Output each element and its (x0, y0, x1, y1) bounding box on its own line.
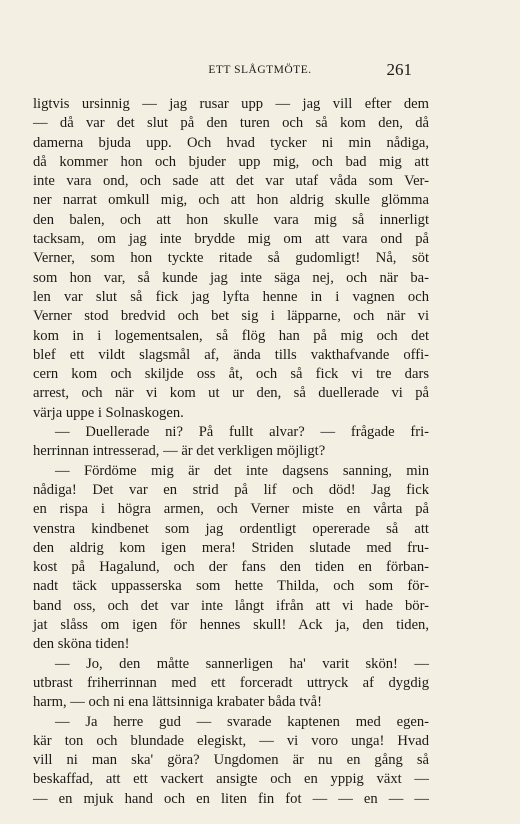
text-line: Verner stod bredvid och bet sig i läpparne, och när vi (33, 308, 429, 325)
text-line: ligtvis ursinnig — jag rusar upp — jag vill efter dem (33, 96, 429, 112)
text-line: len var slut så fick jag lyfta henne in i vagnen och (33, 288, 429, 305)
text-line: harm, — och ni ena lättsinniga krabater båda två! (33, 694, 322, 711)
text-line: nadt täck uppasserska som hette Thilda, och som för- (33, 578, 429, 595)
text-line: värja uppe i Solnaskogen. (33, 404, 184, 421)
text-line: — Duellerade ni? På fullt alvar? — frågade fri- (55, 424, 429, 441)
text-line: en rispa i högra armen, och Verner miste en vårta på (33, 501, 429, 518)
text-line: band oss, och det var inte långt ifrån att vi hade bör- (33, 597, 429, 614)
text-line: — Jo, den måtte sannerligen ha' varit skön! — (55, 655, 429, 672)
text-line: — Fördöme mig är det inte dagsens sanning, min (55, 462, 429, 479)
page-header (0, 60, 520, 84)
text-line: då kommer hon och bjuder upp mig, och bad mig att (33, 153, 429, 170)
page-number: 261 (386, 60, 412, 79)
text-line: den aldrig kom igen mera! Striden slutade med fru- (33, 539, 429, 556)
text-line: ner narrat omkull mig, och att hon aldrig skulle glömma (33, 192, 429, 209)
text-line: venstra kindbenet som jag ordentligt opererade så att (33, 520, 429, 537)
text-line: tacksam, om jag inte brydde mig om att vara ond på (33, 231, 429, 248)
text-line: beskaffad, att ett vackert ansigte och en yppig växt — (33, 771, 429, 788)
text-line: kom in i logementsalen, så flög han på mig och det (33, 327, 429, 344)
text-line: vill ni man ska' göra? Ungdomen är nu en gång så (33, 752, 429, 769)
running-title: ETT SLÅGTMÖTE. (208, 64, 312, 76)
text-line: — en mjuk hand och en liten fin fot — — en — — (33, 790, 429, 807)
text-line: cern kom och skiljde oss åt, och så fick vi tre dars (33, 366, 429, 383)
text-line: herrinnan intresserad, — är det verkligen möjligt? (33, 443, 326, 460)
text-line: kost på Hagalund, och der fans den tiden en förban- (33, 559, 429, 576)
text-line: Verner, som hon tyckte ritade så gudomligt! Nå, söt (33, 250, 429, 267)
text-line: nådiga! Det var en strid på lif och död! Jag fick (33, 481, 429, 498)
text-line: utbrast friherrinnan med ett forceradt uttryck af dygdig (33, 674, 429, 691)
text-line: damerna bjuda upp. Och hvad tycker ni min nådiga, (33, 134, 429, 151)
text-line: — då var det slut på den turen och så kom den, då (33, 115, 429, 132)
text-line: jat slåss om igen för hennes skull! Ack ja, den tiden, (33, 617, 429, 634)
text-line: inte vara ond, och sade att det var utaf våda som Ver- (33, 173, 429, 190)
text-line: blef ett vildt slagsmål af, ända tills vakthafvande offi- (33, 346, 429, 363)
text-line: kär ton och blundade elegiskt, — vi voro unga! Hvad (33, 732, 429, 749)
text-line: den balen, och att hon skulle vara mig så innerligt (33, 211, 429, 228)
text-line: som hon var, så kunde jag inte säga nej, och när ba- (33, 269, 429, 286)
body-text (33, 95, 429, 809)
text-line: arrest, och när vi kom ut ur den, så duellerade vi på (33, 385, 429, 402)
text-line: den sköna tiden! (33, 636, 130, 653)
text-line: — Ja herre gud — svarade kaptenen med egen- (55, 713, 429, 730)
